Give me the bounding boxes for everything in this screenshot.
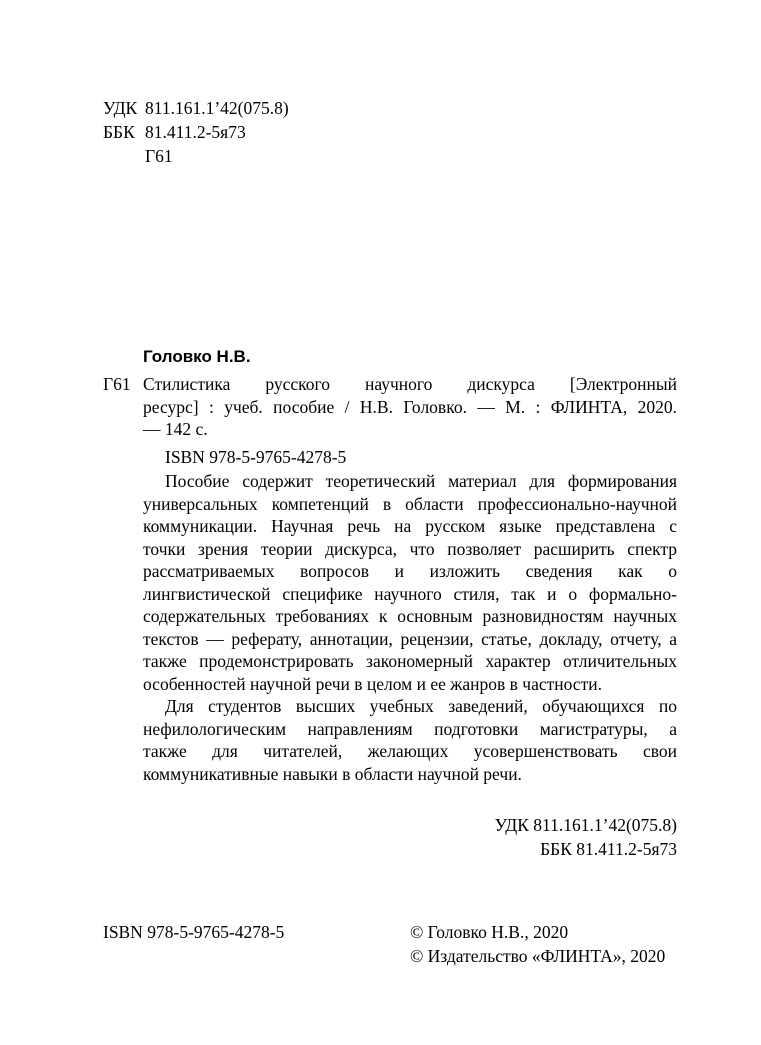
title-line: Стилистика русского научного дискурса [Электронный bbox=[143, 374, 677, 394]
udk-code-bottom: УДК 811.161.1’42(075.8) bbox=[494, 815, 677, 835]
copyright-author: © Головко Н.В., 2020 bbox=[410, 922, 569, 942]
annotation-line: Пособие содержит теоретический материал для формирования bbox=[165, 471, 677, 491]
isbn-footer: ISBN 978-5-9765-4278-5 bbox=[103, 922, 285, 942]
annotation-line: универсальных компетенций в области профессионально-научной bbox=[143, 493, 677, 514]
annotation-line: особенностей научной речи в целом и ее жанров в частности. bbox=[143, 673, 602, 694]
isbn-record: ISBN 978-5-9765-4278-5 bbox=[165, 447, 347, 467]
annotation-line: лингвистической специфике научного стиля, так и о формально- bbox=[143, 583, 677, 604]
udk-label: УДК bbox=[103, 98, 138, 118]
title-block bbox=[143, 373, 677, 441]
author-mark-top: Г61 bbox=[145, 146, 173, 166]
annotation-line: рассматриваемых вопросов и изложить сведения как о bbox=[143, 561, 677, 581]
annotation-line: также продемонстрировать закономерный характер отличительных bbox=[143, 651, 677, 671]
annotation-line: точки зрения теории дискурса, что позволяет расширить спектр bbox=[143, 538, 677, 559]
bbk-code-bottom: ББК 81.411.2-5я73 bbox=[540, 839, 677, 859]
copyright-publisher: © Издательство «ФЛИНТА», 2020 bbox=[410, 946, 666, 966]
annotation-line: коммуникации. Научная речь на русском языке представлена с bbox=[143, 516, 677, 536]
udk-value: 811.161.1’42(075.8) bbox=[145, 98, 289, 118]
annotation-paragraph-2 bbox=[143, 695, 677, 785]
annotation-paragraph-1 bbox=[143, 470, 677, 695]
bbk-code-top bbox=[103, 121, 246, 144]
annotation-line: содержательных требованиях к основным разновидностям научных bbox=[143, 606, 677, 626]
annotation-line: также для читателей, желающих усовершенствовать свои bbox=[143, 741, 677, 761]
author-mark: Г61 bbox=[103, 374, 131, 394]
annotation-line: текстов — реферату, аннотации, рецензии, статье, докладу, отчету, а bbox=[143, 628, 677, 649]
title-line: ресурс] : учеб. пособие / Н.В. Головко. — М. : ФЛИНТА, 2020. bbox=[143, 396, 677, 417]
annotation-line: Для студентов высших учебных заведений, обучающихся по bbox=[165, 696, 677, 716]
author-heading: Головко Н.В. bbox=[143, 347, 251, 366]
annotation-line: нефилологическим направлениям подготовки магистратуры, а bbox=[143, 718, 677, 739]
annotation-line: коммуникативные навыки в области научной речи. bbox=[143, 763, 522, 784]
title-line: — 142 с. bbox=[143, 419, 208, 439]
bbk-label: ББК bbox=[103, 122, 135, 142]
bbk-value: 81.411.2-5я73 bbox=[145, 122, 246, 142]
udk-code-top bbox=[103, 97, 289, 120]
